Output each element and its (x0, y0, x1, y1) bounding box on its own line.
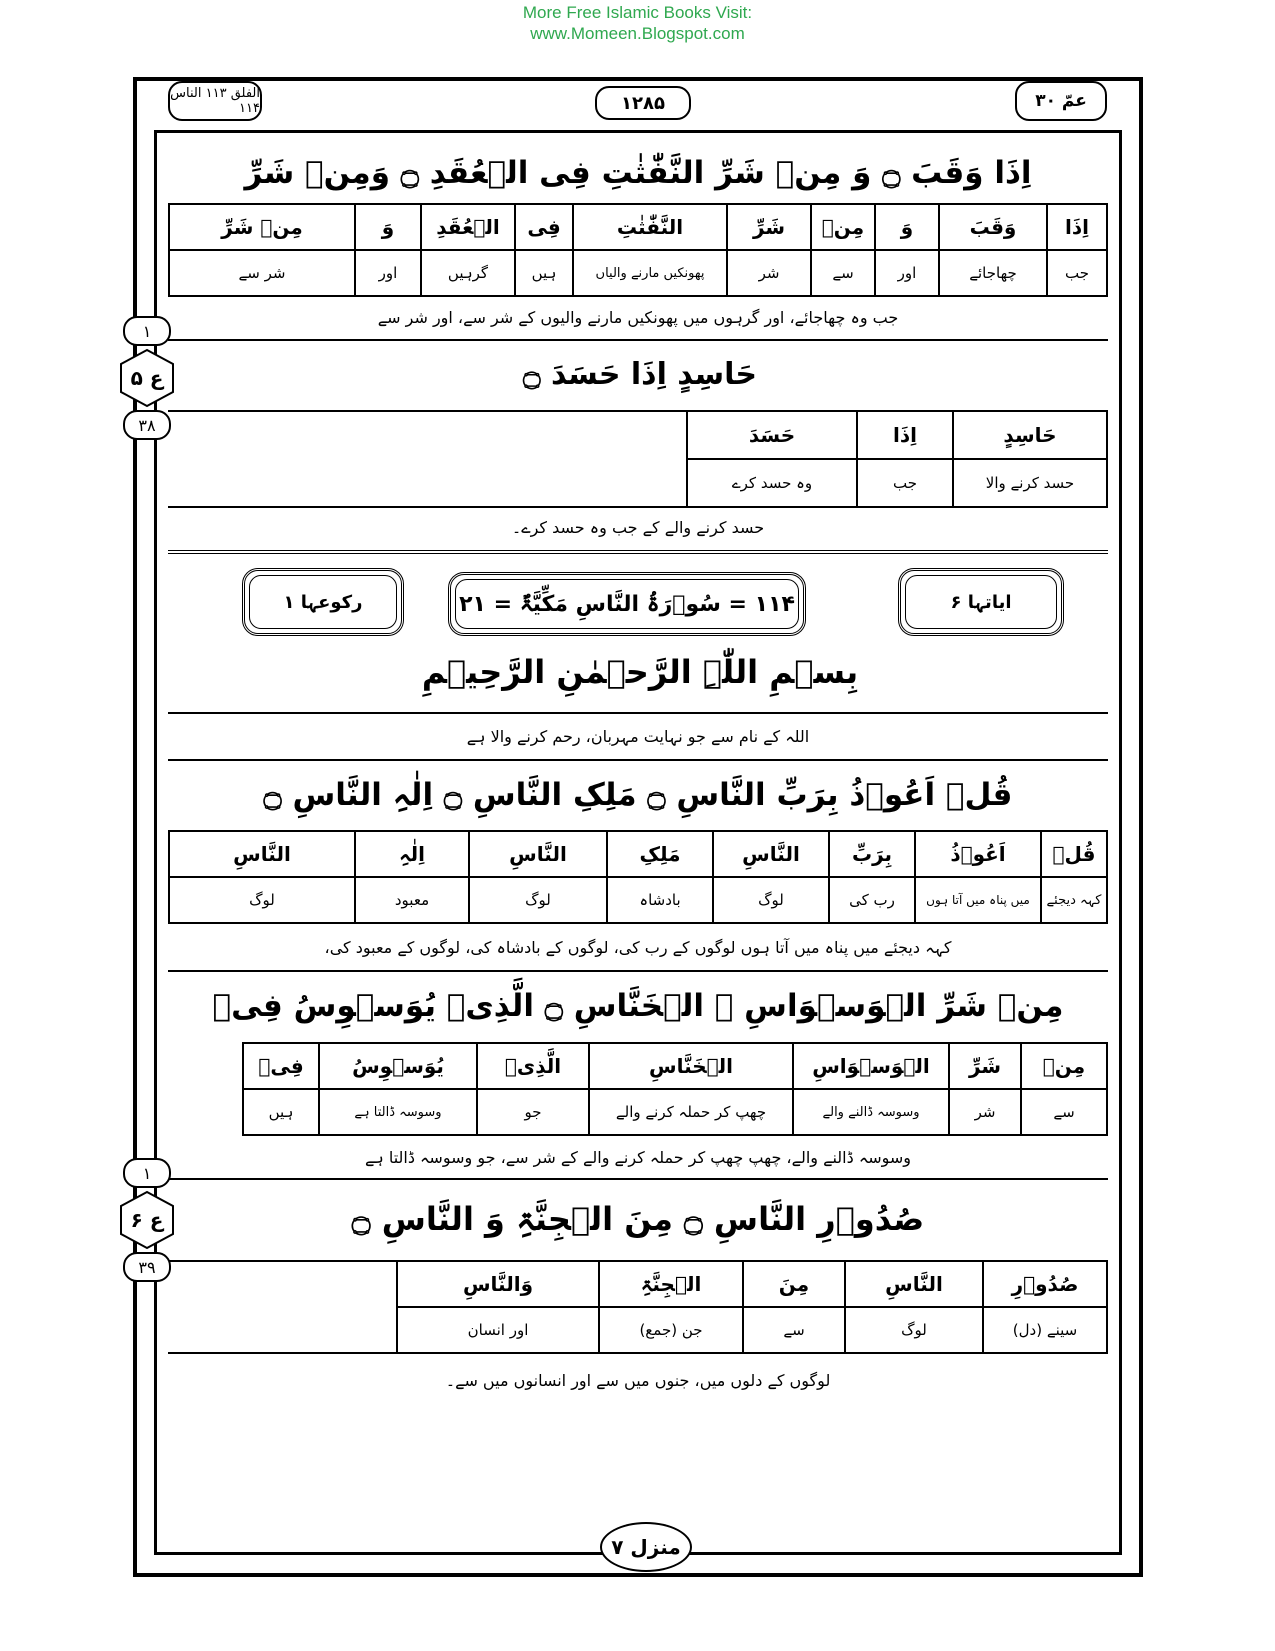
meaning-cell: لوگ (713, 877, 829, 923)
word-cell: مِنۡ شَرِّ (169, 204, 355, 250)
translation-1: جب وہ چھاجائے، اور گرہوں میں پھونکیں مارنے والیوں کے شر سے، اور شر سے (377, 308, 899, 327)
word-cell: فِی (515, 204, 573, 250)
promo-link[interactable]: www.Momeen.Blogspot.com (530, 24, 745, 43)
empty-cell (169, 1089, 243, 1135)
word-cell: النَّفّٰثٰتِ (573, 204, 727, 250)
promo-header (0, 2, 1275, 44)
table-row (169, 831, 1107, 877)
meaning-cell: حسد کرنے والا (953, 459, 1107, 507)
meaning-cell: ہیں (515, 250, 573, 296)
divider (168, 712, 1108, 714)
word-table-4 (168, 1042, 1108, 1136)
verse-falaq-5-end: حَاسِدٍ اِذَا حَسَدَ ۝ (522, 357, 758, 392)
word-cell: فِیۡ (243, 1043, 319, 1089)
divider (168, 759, 1108, 761)
word-cell: شَرِّ (727, 204, 811, 250)
meaning-cell: جب (857, 459, 953, 507)
manzil-text: منزل ۷ (611, 1535, 681, 1559)
word-cell: الۡخَنَّاسِ (589, 1043, 793, 1089)
ruku-count-text: رکوعہا ۱ (283, 591, 363, 613)
table-row (168, 1307, 1107, 1353)
meaning-cell: شر (949, 1089, 1021, 1135)
meaning-cell: شر (727, 250, 811, 296)
table-row (169, 877, 1107, 923)
word-cell: حَسَدَ (687, 411, 857, 459)
meaning-cell: کہہ دیجئے (1041, 877, 1107, 923)
empty-cell (169, 1043, 243, 1089)
meaning-cell: وسوسہ ڈالنے والے (793, 1089, 949, 1135)
word-cell: یُوَسۡوِسُ (319, 1043, 477, 1089)
word-table-2 (168, 410, 1108, 508)
divider (168, 339, 1108, 341)
ruku-marker-1 (112, 316, 182, 440)
marker-top: ۱ (123, 1158, 171, 1188)
table-row (169, 204, 1107, 250)
word-cell: وَقَبَ (939, 204, 1047, 250)
word-cell: الۡوَسۡوَاسِ (793, 1043, 949, 1089)
marker-middle: ع ۶ (130, 1208, 164, 1232)
word-cell: الۡعُقَدِ (421, 204, 515, 250)
verse-nas-1-3: قُلۡ اَعُوۡذُ بِرَبِّ النَّاسِ ۝ مَلِکِ النَّاسِ ۝ اِلٰہِ النَّاسِ ۝ (263, 777, 1013, 813)
table-row (168, 411, 1107, 459)
surah-divider (168, 550, 1108, 554)
word-cell: وَ (875, 204, 939, 250)
meaning-cell: سینے (دل) (983, 1307, 1107, 1353)
word-cell: الۡجِنَّۃِ (599, 1261, 743, 1307)
word-cell: شَرِّ (949, 1043, 1021, 1089)
empty-cell (168, 459, 687, 507)
word-cell: الَّذِیۡ (477, 1043, 589, 1089)
meaning-cell: معبود (355, 877, 469, 923)
word-table-5 (168, 1260, 1108, 1354)
promo-line-1: More Free Islamic Books Visit: (522, 3, 753, 22)
ruku-count-label (242, 568, 404, 636)
ruku-hexagon (117, 1190, 177, 1250)
meaning-cell: سے (743, 1307, 845, 1353)
verse-falaq-3-5: اِذَا وَقَبَ ۝ وَ مِنۡ شَرِّ النَّفّٰثٰتِ فِی الۡعُقَدِ ۝ وَمِنۡ شَرِّ (244, 155, 1032, 191)
meaning-cell: وسوسہ ڈالتا ہے (319, 1089, 477, 1135)
word-cell: صُدُوۡرِ (983, 1261, 1107, 1307)
surah-names-text: الفلق ۱۱۳ الناس ۱۱۴ (170, 86, 260, 116)
meaning-cell: بادشاہ (607, 877, 713, 923)
empty-cell (168, 411, 687, 459)
word-cell: مِنۡ (1021, 1043, 1107, 1089)
translation-5: لوگوں کے دلوں میں، جنوں میں سے اور انسانوں میں سے۔ (445, 1371, 831, 1390)
juz-text: عمّ ۳۰ (1035, 91, 1087, 111)
meaning-cell: سے (811, 250, 875, 296)
meaning-cell: لوگ (845, 1307, 983, 1353)
table-row (168, 459, 1107, 507)
word-cell: النَّاسِ (713, 831, 829, 877)
word-cell: اِذَا (1047, 204, 1107, 250)
word-cell: مِنَ (743, 1261, 845, 1307)
word-cell: حَاسِدٍ (953, 411, 1107, 459)
divider (168, 1178, 1108, 1180)
word-cell: مِنۡ (811, 204, 875, 250)
word-cell: النَّاسِ (169, 831, 355, 877)
ruku-marker-2 (112, 1158, 182, 1282)
meaning-cell: جب (1047, 250, 1107, 296)
meaning-cell: وہ حسد کرے (687, 459, 857, 507)
bismillah: بِسۡمِ اللّٰہِ الرَّحۡمٰنِ الرَّحِیۡمِ (421, 653, 859, 691)
table-row (168, 1261, 1107, 1307)
meaning-cell: لوگ (469, 877, 607, 923)
word-cell: بِرَبِّ (829, 831, 915, 877)
meaning-cell: میں پناہ میں آتا ہوں (915, 877, 1041, 923)
meaning-cell: لوگ (169, 877, 355, 923)
meaning-cell: ہیں (243, 1089, 319, 1135)
translation-3: کہہ دیجئے میں پناہ میں آتا ہوں لوگوں کے رب کی، لوگوں کے بادشاہ کی، لوگوں کے معبود کی، (324, 938, 952, 957)
word-table-3 (168, 830, 1108, 924)
meaning-cell: اور انسان (397, 1307, 599, 1353)
meaning-cell: اور (355, 250, 421, 296)
word-cell: مَلِکِ (607, 831, 713, 877)
meaning-cell: پھونکیں مارنے والیاں (573, 250, 727, 296)
marker-top: ۱ (123, 316, 171, 346)
meaning-cell: چھپ کر حملہ کرنے والے (589, 1089, 793, 1135)
meaning-cell: جو (477, 1089, 589, 1135)
table-row (169, 250, 1107, 296)
ayat-count-text: ایاتہا ۶ (950, 591, 1012, 613)
translation-2: حسد کرنے والے کے جب وہ حسد کرے۔ (511, 518, 765, 537)
empty-cell (168, 1307, 397, 1353)
ruku-hexagon (117, 348, 177, 408)
word-cell: اِلٰہِ (355, 831, 469, 877)
marker-middle: ع ۵ (130, 366, 164, 390)
table-row (169, 1089, 1107, 1135)
translation-4: وسوسہ ڈالنے والے، چھپ چھپ کر حملہ کرنے والے کے شر سے، جو وسوسہ ڈالتا ہے (364, 1148, 911, 1167)
divider (168, 970, 1108, 972)
surah-names-label (168, 81, 262, 121)
word-cell: وَ (355, 204, 421, 250)
verse-nas-5-6: صُدُوۡرِ النَّاسِ ۝ مِنَ الۡجِنَّۃِ وَ النَّاسِ ۝ (351, 1200, 925, 1238)
meaning-cell: چھاجائے (939, 250, 1047, 296)
meaning-cell: گرہیں (421, 250, 515, 296)
manzil-badge (600, 1522, 692, 1572)
meaning-cell: جن (جمع) (599, 1307, 743, 1353)
page-number-label (595, 86, 691, 120)
marker-bottom: ۳۹ (123, 1252, 171, 1282)
surah-title-text: ۱۱۴ = سُوۡرَۃُ النَّاسِ مَکِّیَّۃٌ = ۲۱ (459, 591, 795, 617)
meaning-cell: شر سے (169, 250, 355, 296)
word-cell: النَّاسِ (845, 1261, 983, 1307)
page-number-text: ۱۲۸۵ (621, 92, 665, 114)
empty-cell (168, 1261, 397, 1307)
verse-nas-4-5: مِنۡ شَرِّ الۡوَسۡوَاسِ ۙ الۡخَنَّاسِ ۝ الَّذِیۡ یُوَسۡوِسُ فِیۡ (212, 988, 1064, 1024)
word-table-1 (168, 203, 1108, 297)
word-cell: النَّاسِ (469, 831, 607, 877)
word-cell: وَالنَّاسِ (397, 1261, 599, 1307)
word-cell: اَعُوۡذُ (915, 831, 1041, 877)
meaning-cell: سے (1021, 1089, 1107, 1135)
ayat-count-label (898, 568, 1064, 636)
marker-bottom: ۳۸ (123, 410, 171, 440)
table-row (169, 1043, 1107, 1089)
juz-label (1015, 81, 1107, 121)
word-cell: قُلۡ (1041, 831, 1107, 877)
surah-title-label (448, 572, 806, 636)
word-cell: اِذَا (857, 411, 953, 459)
meaning-cell: اور (875, 250, 939, 296)
meaning-cell: رب کی (829, 877, 915, 923)
bismillah-translation: اللہ کے نام سے جو نہایت مہربان، رحم کرنے والا ہے (466, 727, 810, 746)
